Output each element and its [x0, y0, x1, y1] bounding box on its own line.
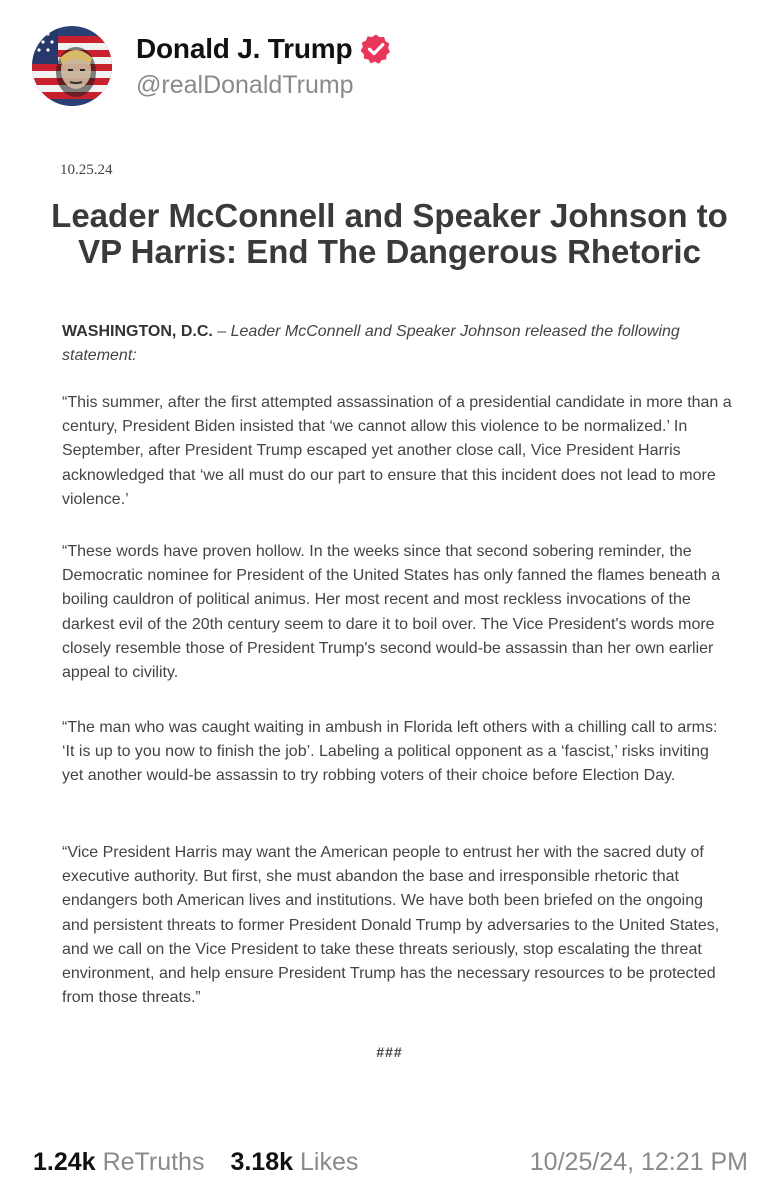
likes-count: 3.18k — [230, 1148, 294, 1176]
retruths-count: 1.24k — [33, 1148, 96, 1176]
verified-badge-icon — [360, 33, 392, 65]
avatar[interactable] — [32, 26, 112, 106]
release-title: Leader McConnell and Speaker Johnson to VP Harris: End The Dangerous Rhetoric — [51, 197, 728, 270]
release-date: 10.25.24 — [60, 162, 113, 178]
paragraph: “Vice President Harris may want the American people to entrust her with the sacred duty of executive authority. But first, she must abandon the base and irresponsible rhetoric that endangers both American lives and institutions. We have both been briefed on the ongoing and persistent threats to former President Donald Trump by adversaries to the United States, and we call on the Vice President to take these threats seriously, stop escalating the threat environment, and help ensure President Trump has the necessary resources to be protected from those threats.” — [62, 844, 720, 1007]
paragraph: “This summer, after the first attempted assassination of a presidential candidate in more than a century, President Biden insisted that ‘we cannot allow this violence to be normalized.’ In September, after President Trump escaped yet another close call, Vice President Harris acknowledged that ‘we all must do our part to ensure that this incident does not lead to more violence.’ — [62, 394, 732, 508]
paragraph: “These words have proven hollow. In the weeks since that second sobering reminder, the Democratic nominee for President of the United States has only fanned the flames beneath a boiling cauldron of political animus. Her most recent and most reckless invocations of the darkest evil of the 20th century seem to dare it to boil over. The Vice President's words more closely resemble those of President Trump's second would-be assassin than her own earlier appeal to civility. — [62, 543, 721, 682]
likes-label: Likes — [300, 1148, 359, 1176]
retruths-stat[interactable] — [33, 1148, 204, 1177]
release-lead — [62, 320, 722, 368]
user-info — [136, 33, 392, 100]
paragraph: “The man who was caught waiting in ambush in Florida left others with a chilling call to arms: ‘It is up to you now to finish the job’. Labeling a political opponent as a ‘fascist,’ risks inviting yet another would-be assassin to try robbing voters of their choice before Election Day. — [62, 719, 718, 785]
post-timestamp: 10/25/24, 12:21 PM — [529, 1148, 748, 1176]
post-header — [32, 26, 392, 106]
author-handle[interactable]: @realDonaldTrump — [136, 70, 354, 99]
post-footer — [33, 1148, 748, 1177]
press-release-image — [0, 140, 779, 1100]
author-name[interactable]: Donald J. Trump — [136, 32, 353, 64]
retruths-label: ReTruths — [102, 1148, 205, 1176]
likes-stat[interactable] — [230, 1148, 358, 1177]
dateline: WASHINGTON, D.C. — [62, 323, 213, 340]
name-row — [136, 33, 392, 65]
end-mark: ### — [376, 1044, 403, 1060]
lead-text: – Leader McConnell and Speaker Johnson released the following statement: — [62, 323, 680, 364]
